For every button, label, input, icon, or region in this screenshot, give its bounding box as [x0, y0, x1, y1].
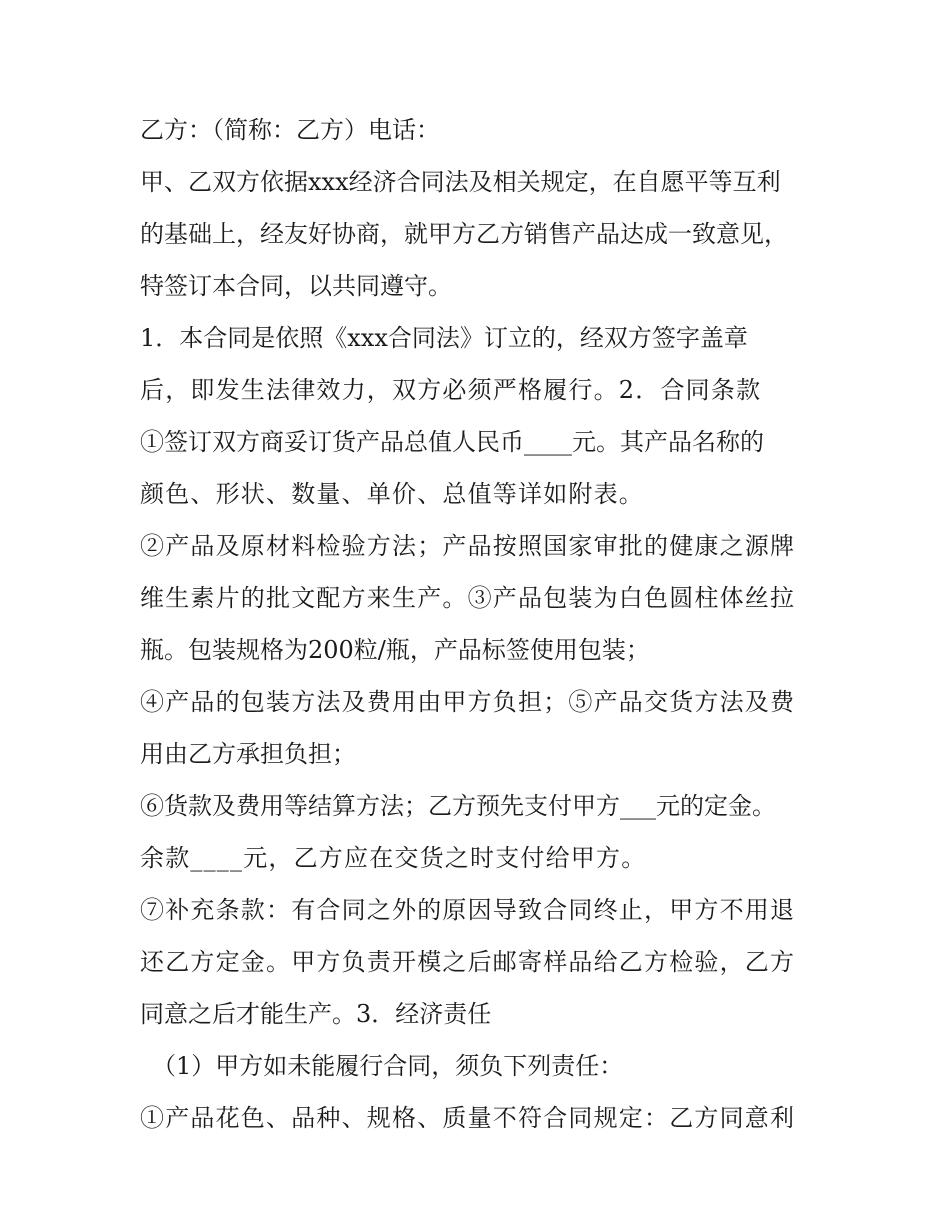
clause-3-sub-1-item-1-line: ①产品花色、品种、规格、质量不符合同规定：乙方同意利: [140, 1104, 796, 1132]
clause-2-item-3-line: 瓶。包装规格为200粒/瓶，产品标签使用包装；: [140, 636, 650, 664]
clause-2-item-1-line-2: 颜色、形状、数量、单价、总值等详如附表。: [140, 480, 644, 508]
preamble-line-1: 甲、乙双方依据xxx经济合同法及相关规定，在自愿平等互利: [140, 168, 781, 196]
clause-2-item-2-line-2: 维生素片的批文配方来生产。③产品包装为白色圆柱体丝拉: [140, 584, 796, 612]
clause-2-item-6-line-1: ⑥货款及费用等结算方法；乙方预先支付甲方___元的定金。: [140, 792, 776, 820]
party-b-line: 乙方：（简称：乙方）电话：: [140, 116, 440, 144]
preamble-line-2: 的基础上，经友好协商，就甲方乙方销售产品达成一致意见，: [140, 220, 788, 248]
contract-body: [140, 104, 820, 1144]
clause-1-line-2: 后，即发生法律效力，双方必须严格履行。2．合同条款: [140, 376, 762, 404]
clause-2-item-7-line-2: 还乙方定金。甲方负责开模之后邮寄样品给乙方检验，乙方: [140, 948, 796, 976]
clause-2-item-2-line-1: ②产品及原材料检验方法；产品按照国家审批的健康之源牌: [140, 532, 796, 560]
clause-2-item-4-line-1: ④产品的包装方法及费用由甲方负担；⑤产品交货方法及费: [140, 688, 796, 716]
clause-1-line-1: 1．本合同是依照《xxx合同法》订立的，经双方签字盖章: [140, 324, 748, 352]
clause-3-sub-1-line: （1）甲方如未能履行合同，须负下列责任：: [152, 1052, 624, 1080]
clause-2-item-1-line-1: ①签订双方商妥订货产品总值人民币____元。其产品名称的: [140, 428, 764, 456]
clause-2-item-7-line-1: ⑦补充条款：有合同之外的原因导致合同终止，甲方不用退: [140, 896, 796, 924]
clause-2-item-6-line-2: 余款____元，乙方应在交货之时支付给甲方。: [140, 844, 647, 872]
clause-2-item-4-line-2: 用由乙方承担负担；: [140, 740, 356, 768]
preamble-line-3: 特签订本合同，以共同遵守。: [140, 272, 452, 300]
clause-3-heading-line: 同意之后才能生产。3．经济责任: [140, 1000, 492, 1028]
